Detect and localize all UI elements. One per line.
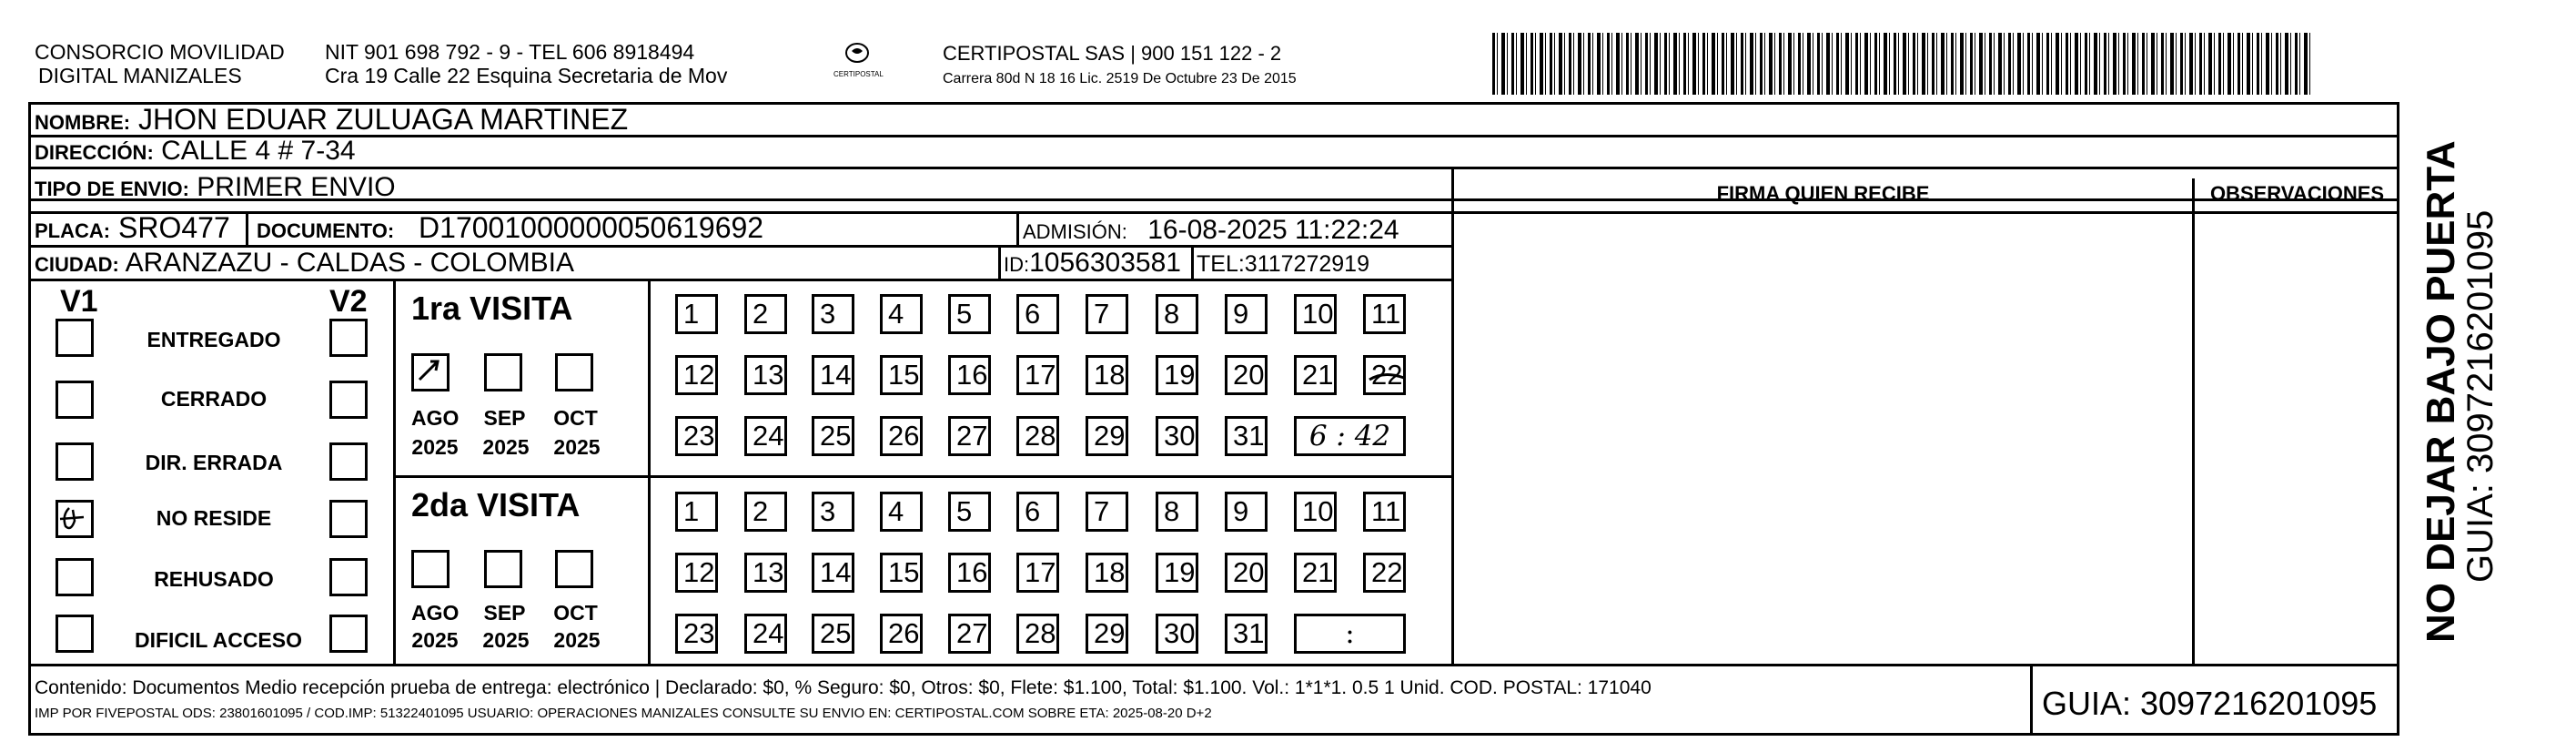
first-visit-day-6[interactable]: 6 (1016, 294, 1059, 334)
second-visit-day-22[interactable]: 22 (1363, 553, 1406, 593)
first-visit-day-16[interactable]: 16 (948, 355, 991, 395)
observaciones-header: OBSERVACIONES (2209, 182, 2385, 205)
handwritten-check-icon (56, 501, 91, 535)
second-visit-month-oct[interactable] (555, 550, 593, 588)
second-visit-day-15[interactable]: 15 (880, 553, 923, 593)
first-visit-day-15[interactable]: 15 (880, 355, 923, 395)
second-visit-day-5[interactable]: 5 (948, 492, 991, 532)
direccion-field: DIRECCIÓN: CALLE 4 # 7-34 (35, 136, 356, 166)
second-visit-day-16[interactable]: 16 (948, 553, 991, 593)
first-visit-day-8[interactable]: 8 (1156, 294, 1198, 334)
second-visit-day-25[interactable]: 25 (812, 614, 854, 654)
second-visit-day-30[interactable]: 30 (1156, 614, 1198, 654)
second-visit-day-10[interactable]: 10 (1294, 492, 1337, 532)
v1-checkbox-dir-errada[interactable] (56, 442, 94, 481)
placa-field: PLACA: SRO477 (35, 211, 230, 244)
first-visit-day-7[interactable]: 7 (1086, 294, 1128, 334)
second-visit-year-3: 2025 (553, 628, 601, 652)
first-visit-month-label-sep: SEP (483, 406, 526, 430)
contenido-line: Contenido: Documentos Medio recepción prueba de entrega: electrónico | Declarado: $0, % Seguro: $0, Otros: $0, Flete: $1.100, Total: $1.100. Vol.: 1*1*1. 0.5 1 Unid. COD. POSTAL: 171040 (35, 677, 1652, 698)
second-visit-day-23[interactable]: 23 (675, 614, 718, 654)
second-visit-month-sep[interactable] (484, 550, 522, 588)
second-visit-day-21[interactable]: 21 (1294, 553, 1337, 593)
second-visit-day-29[interactable]: 29 (1086, 614, 1128, 654)
second-visit-day-3[interactable]: 3 (812, 492, 854, 532)
second-visit-day-6[interactable]: 6 (1016, 492, 1059, 532)
v1-checkbox-dificil-acceso[interactable] (56, 615, 94, 653)
first-visit-year-3: 2025 (553, 435, 601, 459)
v1-checkbox-rehusado[interactable] (56, 558, 94, 596)
first-visit-day-22[interactable]: 22 (1363, 355, 1406, 395)
v2-header: V2 (329, 284, 368, 319)
second-visit-day-12[interactable]: 12 (675, 553, 718, 593)
status-label-entregado: ENTREGADO (146, 328, 281, 351)
v1-checkbox-cerrado[interactable] (56, 381, 94, 419)
second-visit-year-1: 2025 (411, 628, 459, 652)
first-visit-title: 1ra VISITA (411, 290, 573, 327)
v2-checkbox-no-reside[interactable] (329, 500, 368, 538)
status-label-rehusado: REHUSADO (154, 567, 274, 591)
status-label-cerrado: CERRADO (160, 387, 268, 411)
second-visit-day-2[interactable]: 2 (744, 492, 787, 532)
first-visit-day-31[interactable]: 31 (1225, 416, 1268, 456)
second-visit-month-label-ago: AGO (411, 601, 460, 625)
second-visit-day-27[interactable]: 27 (948, 614, 991, 654)
documento-field: DOCUMENTO: D17001000000050619692 (257, 211, 764, 244)
first-visit-day-29[interactable]: 29 (1086, 416, 1128, 456)
tel-field: TEL:3117272919 (1197, 251, 1369, 277)
first-visit-year-1: 2025 (411, 435, 459, 459)
first-visit-day-19[interactable]: 19 (1156, 355, 1198, 395)
second-visit-time-box[interactable]: : (1294, 614, 1406, 654)
id-field: ID:1056303581 (1004, 248, 1181, 278)
first-visit-year-2: 2025 (482, 435, 530, 459)
first-visit-day-10[interactable]: 10 (1294, 294, 1337, 334)
v1-checkbox-no-reside[interactable] (56, 500, 94, 538)
second-visit-day-24[interactable]: 24 (744, 614, 787, 654)
second-visit-day-19[interactable]: 19 (1156, 553, 1198, 593)
second-visit-day-9[interactable]: 9 (1225, 492, 1268, 532)
second-visit-day-4[interactable]: 4 (880, 492, 923, 532)
second-visit-month-ago[interactable] (411, 550, 450, 588)
first-visit-time-box[interactable]: 6 : 42 (1294, 416, 1406, 456)
first-visit-day-11[interactable]: 11 (1363, 294, 1406, 334)
second-visit-month-label-oct: OCT (553, 601, 598, 625)
first-visit-day-28[interactable]: 28 (1016, 416, 1059, 456)
certipostal-info: CERTIPOSTAL SAS | 900 151 122 - 2 Carrera 80d N 18 16 Lic. 2519 De Octubre 23 De 2015 (943, 42, 1297, 86)
ciudad-field: CIUDAD: ARANZAZU - CALDAS - COLOMBIA (35, 248, 574, 278)
second-visit-day-18[interactable]: 18 (1086, 553, 1128, 593)
handwritten-mark-icon (1366, 358, 1408, 394)
company-name: CONSORCIO MOVILIDAD DIGITAL MANIZALES (35, 40, 285, 87)
first-visit-month-label-ago: AGO (411, 406, 460, 430)
first-visit-day-23[interactable]: 23 (675, 416, 718, 456)
certipostal-logo: CERTIPOSTAL (833, 42, 881, 78)
handwritten-mark-icon (412, 354, 447, 389)
first-visit-day-4[interactable]: 4 (880, 294, 923, 334)
certipostal-logo-icon (844, 42, 870, 64)
first-visit-day-5[interactable]: 5 (948, 294, 991, 334)
first-visit-day-24[interactable]: 24 (744, 416, 787, 456)
firma-header: FIRMA QUIEN RECIBE (1716, 182, 1930, 205)
first-visit-month-label-oct: OCT (553, 406, 598, 430)
second-visit-title: 2da VISITA (411, 486, 581, 523)
second-visit-day-20[interactable]: 20 (1225, 553, 1268, 593)
first-visit-day-21[interactable]: 21 (1294, 355, 1337, 395)
second-visit-month-label-sep: SEP (483, 601, 526, 625)
first-visit-day-26[interactable]: 26 (880, 416, 923, 456)
first-visit-day-12[interactable]: 12 (675, 355, 718, 395)
second-visit-day-28[interactable]: 28 (1016, 614, 1059, 654)
second-visit-day-8[interactable]: 8 (1156, 492, 1198, 532)
first-visit-day-25[interactable]: 25 (812, 416, 854, 456)
nombre-field: NOMBRE: JHON EDUAR ZULUAGA MARTINEZ (35, 103, 629, 136)
second-visit-year-2: 2025 (482, 628, 530, 652)
side-guia: GUIA: 3097216201095 (2460, 209, 2500, 583)
second-visit-day-26[interactable]: 26 (880, 614, 923, 654)
footer-guia: GUIA: 3097216201095 (2042, 685, 2378, 722)
second-visit-day-11[interactable]: 11 (1363, 492, 1406, 532)
status-label-dificil-acceso: DIFICIL ACCESO (134, 628, 302, 652)
first-visit-month-ago[interactable] (411, 353, 450, 391)
first-visit-day-20[interactable]: 20 (1225, 355, 1268, 395)
v2-checkbox-cerrado[interactable] (329, 381, 368, 419)
tipo-envio-field: TIPO DE ENVIO: PRIMER ENVIO (35, 172, 396, 202)
first-visit-day-30[interactable]: 30 (1156, 416, 1198, 456)
first-visit-day-14[interactable]: 14 (812, 355, 854, 395)
status-label-dir-errada: DIR. ERRADA (145, 451, 283, 474)
first-visit-day-9[interactable]: 9 (1225, 294, 1268, 334)
first-visit-day-17[interactable]: 17 (1016, 355, 1059, 395)
first-visit-month-oct[interactable] (555, 353, 593, 391)
company-contact: NIT 901 698 792 - 9 - TEL 606 8918494 Cra 19 Calle 22 Esquina Secretaria de Mov (325, 40, 728, 87)
barcode (1492, 33, 2311, 95)
first-visit-day-27[interactable]: 27 (948, 416, 991, 456)
v1-checkbox-entregado[interactable] (56, 319, 94, 357)
no-dejar-bajo-puerta: NO DEJAR BAJO PUERTA (2419, 140, 2463, 643)
status-label-no-reside: NO RESIDE (156, 506, 272, 530)
second-visit-day-17[interactable]: 17 (1016, 553, 1059, 593)
first-visit-day-18[interactable]: 18 (1086, 355, 1128, 395)
first-visit-day-3[interactable]: 3 (812, 294, 854, 334)
v2-checkbox-dificil-acceso[interactable] (329, 615, 368, 653)
v2-checkbox-rehusado[interactable] (329, 558, 368, 596)
v1-header: V1 (60, 284, 98, 319)
second-visit-day-1[interactable]: 1 (675, 492, 718, 532)
v2-checkbox-dir-errada[interactable] (329, 442, 368, 481)
second-visit-day-14[interactable]: 14 (812, 553, 854, 593)
v2-checkbox-entregado[interactable] (329, 319, 368, 357)
first-visit-day-2[interactable]: 2 (744, 294, 787, 334)
admision-field: ADMISIÓN: 16-08-2025 11:22:24 (1023, 215, 1399, 245)
first-visit-day-13[interactable]: 13 (744, 355, 787, 395)
second-visit-day-7[interactable]: 7 (1086, 492, 1128, 532)
first-visit-day-1[interactable]: 1 (675, 294, 718, 334)
first-visit-month-sep[interactable] (484, 353, 522, 391)
imp-line: IMP POR FIVEPOSTAL ODS: 23801601095 / COD.IMP: 51322401095 USUARIO: OPERACIONES MANIZALES CONSULTE SU ENVIO EN: CERTIPOSTAL.COM SOBRE ETA: 2025-08-20 D+2 (35, 706, 1212, 721)
second-visit-day-31[interactable]: 31 (1225, 614, 1268, 654)
second-visit-day-13[interactable]: 13 (744, 553, 787, 593)
